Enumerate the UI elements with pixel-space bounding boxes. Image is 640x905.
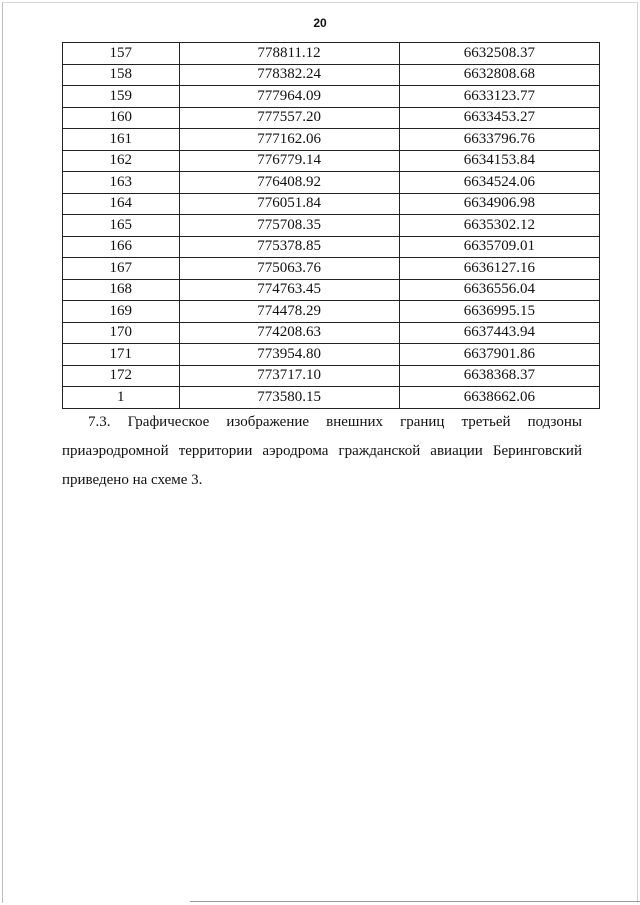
paragraph-word: авиации	[430, 443, 483, 459]
paragraph-word: аэродрома	[262, 443, 329, 459]
paragraph-line	[62, 466, 582, 495]
paragraph-word: границ	[400, 414, 445, 430]
x-coordinate-cell: 776779.14	[179, 150, 399, 172]
table-row	[63, 107, 600, 129]
x-coordinate-cell: 778811.12	[179, 43, 399, 65]
paragraph-word: подзоны	[527, 414, 582, 430]
point-number-cell: 161	[63, 129, 180, 151]
x-coordinate-cell: 773580.15	[179, 387, 399, 409]
point-number-cell: 157	[63, 43, 180, 65]
point-number-cell: 163	[63, 172, 180, 194]
coordinates-table-body	[63, 43, 600, 409]
y-coordinate-cell: 6634524.06	[399, 172, 599, 194]
y-coordinate-cell: 6634906.98	[399, 193, 599, 215]
table-row	[63, 322, 600, 344]
paragraph-word: территории	[178, 443, 253, 459]
point-number-cell: 165	[63, 215, 180, 237]
paragraph-line	[62, 437, 582, 466]
x-coordinate-cell: 777557.20	[179, 107, 399, 129]
x-coordinate-cell: 774478.29	[179, 301, 399, 323]
section-paragraph	[62, 408, 582, 495]
table-row	[63, 150, 600, 172]
table-row	[63, 365, 600, 387]
point-number-cell: 171	[63, 344, 180, 366]
table-row	[63, 129, 600, 151]
paragraph-word: третьей	[461, 414, 511, 430]
y-coordinate-cell: 6637443.94	[399, 322, 599, 344]
y-coordinate-cell: 6633796.76	[399, 129, 599, 151]
table-row	[63, 193, 600, 215]
x-coordinate-cell: 774208.63	[179, 322, 399, 344]
y-coordinate-cell: 6638662.06	[399, 387, 599, 409]
table-row	[63, 64, 600, 86]
point-number-cell: 1	[63, 387, 180, 409]
point-number-cell: 166	[63, 236, 180, 258]
point-number-cell: 168	[63, 279, 180, 301]
coordinates-table	[62, 42, 600, 409]
point-number-cell: 159	[63, 86, 180, 108]
y-coordinate-cell: 6633123.77	[399, 86, 599, 108]
paragraph-word: 7.3.	[88, 414, 111, 430]
x-coordinate-cell: 775063.76	[179, 258, 399, 280]
y-coordinate-cell: 6633453.27	[399, 107, 599, 129]
y-coordinate-cell: 6636127.16	[399, 258, 599, 280]
table-row	[63, 301, 600, 323]
point-number-cell: 158	[63, 64, 180, 86]
x-coordinate-cell: 777162.06	[179, 129, 399, 151]
y-coordinate-cell: 6637901.86	[399, 344, 599, 366]
paragraph-word: изображение	[226, 414, 310, 430]
x-coordinate-cell: 775378.85	[179, 236, 399, 258]
table-row	[63, 86, 600, 108]
point-number-cell: 170	[63, 322, 180, 344]
paragraph-line	[62, 408, 582, 437]
paragraph-word: гражданской	[338, 443, 421, 459]
y-coordinate-cell: 6632808.68	[399, 64, 599, 86]
x-coordinate-cell: 774763.45	[179, 279, 399, 301]
x-coordinate-cell: 776408.92	[179, 172, 399, 194]
point-number-cell: 172	[63, 365, 180, 387]
y-coordinate-cell: 6638368.37	[399, 365, 599, 387]
table-row	[63, 387, 600, 409]
y-coordinate-cell: 6636556.04	[399, 279, 599, 301]
paragraph-word: Беринговский	[492, 443, 582, 459]
y-coordinate-cell: 6634153.84	[399, 150, 599, 172]
y-coordinate-cell: 6632508.37	[399, 43, 599, 65]
point-number-cell: 162	[63, 150, 180, 172]
point-number-cell: 164	[63, 193, 180, 215]
table-row	[63, 43, 600, 65]
y-coordinate-cell: 6635302.12	[399, 215, 599, 237]
paragraph-word: приведено на схеме 3.	[62, 472, 203, 488]
table-row	[63, 344, 600, 366]
x-coordinate-cell: 773954.80	[179, 344, 399, 366]
page-bottom-edge	[190, 901, 640, 902]
y-coordinate-cell: 6635709.01	[399, 236, 599, 258]
x-coordinate-cell: 775708.35	[179, 215, 399, 237]
table-row	[63, 279, 600, 301]
y-coordinate-cell: 6636995.15	[399, 301, 599, 323]
table-row	[63, 236, 600, 258]
point-number-cell: 169	[63, 301, 180, 323]
point-number-cell: 167	[63, 258, 180, 280]
table-row	[63, 258, 600, 280]
paragraph-word: Графическое	[127, 414, 210, 430]
paragraph-word: внешних	[326, 414, 383, 430]
x-coordinate-cell: 777964.09	[179, 86, 399, 108]
paragraph-word: приаэродромной	[62, 443, 169, 459]
x-coordinate-cell: 773717.10	[179, 365, 399, 387]
page-number: 20	[313, 16, 327, 30]
x-coordinate-cell: 776051.84	[179, 193, 399, 215]
table-row	[63, 215, 600, 237]
x-coordinate-cell: 778382.24	[179, 64, 399, 86]
point-number-cell: 160	[63, 107, 180, 129]
table-row	[63, 172, 600, 194]
